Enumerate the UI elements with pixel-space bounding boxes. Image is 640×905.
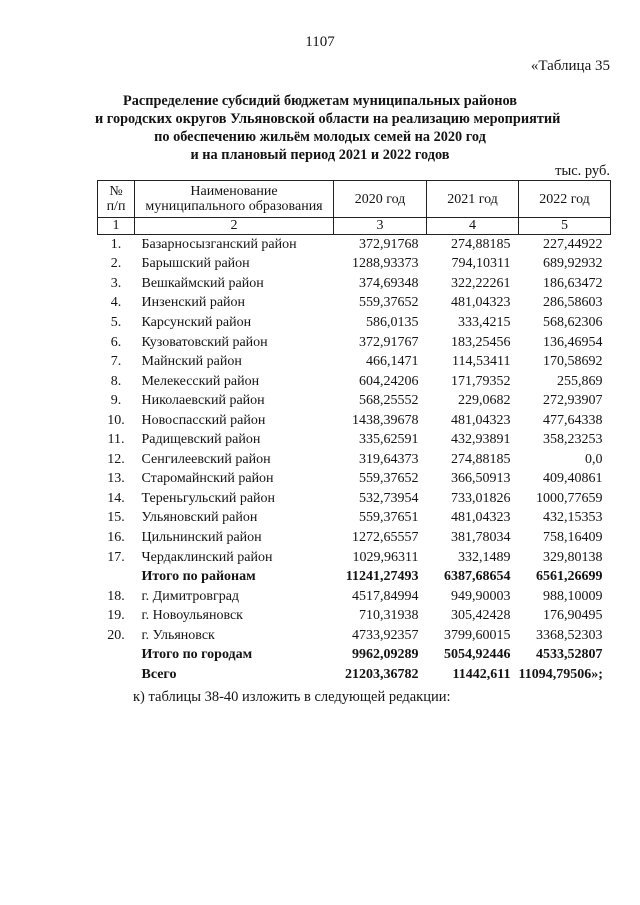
title-line: и на плановый период 2021 и 2022 годов	[190, 147, 450, 163]
value-2022-cell: 3368,52303	[536, 627, 603, 643]
municipality-name-cell: Карсунский район	[141, 314, 252, 330]
value-2020-cell: 21203,36782	[345, 666, 419, 682]
value-2022-cell: 186,63472	[543, 275, 603, 291]
value-2022-cell: 176,90495	[543, 608, 603, 624]
value-2020-cell: 319,64373	[359, 451, 419, 467]
municipality-name-cell: Итого по городам	[141, 647, 253, 663]
row-number-cell: 5.	[110, 314, 122, 330]
table-total-row	[98, 567, 611, 587]
row-number-cell: 1.	[110, 236, 122, 252]
municipality-name-cell: Николаевский район	[141, 393, 265, 409]
municipality-name-cell: Ульяновский район	[141, 510, 258, 526]
value-2021-cell: 11442,611	[452, 666, 511, 682]
row-number-cell	[98, 645, 135, 665]
column-number-cell: 2	[135, 218, 334, 235]
value-2022-cell: 136,46954	[543, 334, 603, 350]
row-number-cell: 4.	[110, 295, 122, 311]
row-number-cell: 10.	[107, 412, 125, 428]
municipality-name-cell: г. Новоульяновск	[141, 608, 243, 624]
value-2020-cell: 374,69348	[359, 275, 419, 291]
row-number-cell: 20.	[107, 627, 125, 643]
table-row	[98, 509, 611, 529]
value-2021-cell: 481,04323	[451, 295, 511, 311]
header-cell-2022: 2022 год	[519, 181, 611, 218]
row-number-cell: 15.	[107, 510, 125, 526]
column-number-cell: 1	[98, 218, 135, 235]
value-2021-cell: 3799,60015	[444, 627, 511, 643]
value-2020-cell: 532,73954	[359, 490, 419, 506]
value-2022-cell: 568,62306	[543, 314, 603, 330]
header-line: №	[109, 184, 123, 199]
table-row	[98, 548, 611, 568]
municipality-name-cell: Чердаклинский район	[141, 549, 273, 565]
title-line: и городских округов Ульяновской области на реализацию мероприятий	[95, 111, 561, 127]
header-line: п/п	[106, 199, 126, 214]
table-row	[98, 626, 611, 646]
table-row	[98, 489, 611, 509]
row-number-cell: 16.	[107, 529, 125, 545]
column-number-cell: 3	[334, 218, 427, 235]
table-label: «Таблица 35	[530, 58, 610, 74]
table-row	[98, 450, 611, 470]
row-number-cell: 6.	[110, 334, 122, 350]
value-2021-cell: 229,0682	[458, 393, 511, 409]
column-number-cell: 5	[519, 218, 611, 235]
table-row	[98, 235, 611, 255]
value-2020-cell: 4517,84994	[352, 588, 419, 604]
municipality-name-cell: Кузоватовский район	[141, 334, 268, 350]
value-2021-cell: 332,1489	[458, 549, 511, 565]
value-2022-cell: 409,40861	[543, 471, 603, 487]
header-cell-name	[135, 181, 334, 218]
value-2020-cell: 586,0135	[366, 314, 419, 330]
value-2022-cell: 286,58603	[543, 295, 603, 311]
table-row	[98, 255, 611, 275]
table-row	[98, 333, 611, 353]
row-number-cell: 17.	[107, 549, 125, 565]
row-number-cell: 13.	[107, 471, 125, 487]
value-2022-cell: 4533,52807	[536, 647, 603, 663]
value-2020-cell: 335,62591	[359, 432, 419, 448]
value-2020-cell: 4733,92357	[352, 627, 419, 643]
table-row	[98, 587, 611, 607]
table-body	[98, 181, 611, 685]
value-2022-cell: 477,64338	[543, 412, 603, 428]
header-cell-number	[98, 181, 135, 218]
municipality-name-cell: Вешкаймский район	[141, 275, 264, 291]
column-number-cell: 4	[427, 218, 519, 235]
table-row	[98, 411, 611, 431]
value-2020-cell: 1029,96311	[352, 549, 419, 565]
value-2021-cell: 949,90003	[451, 588, 511, 604]
value-2021-cell: 183,25456	[451, 334, 511, 350]
row-number-cell: 2.	[110, 256, 122, 272]
value-2021-cell: 432,93891	[451, 432, 511, 448]
value-2022-cell: 358,23253	[543, 432, 603, 448]
value-2021-cell: 366,50913	[451, 471, 511, 487]
value-2020-cell: 559,37652	[359, 471, 419, 487]
municipality-name-cell: Сенгилеевский район	[141, 451, 271, 467]
value-2022-cell: 1000,77659	[536, 490, 603, 506]
header-line: муниципального образования	[145, 199, 323, 214]
document-title	[95, 92, 561, 164]
municipality-name-cell: Старомайнский район	[141, 471, 274, 487]
value-2020-cell: 9962,09289	[352, 647, 419, 663]
column-number-row	[98, 218, 611, 235]
value-2021-cell: 274,88185	[451, 236, 511, 252]
value-2021-cell: 171,79352	[451, 373, 511, 389]
municipality-name-cell: Тереньгульский район	[141, 490, 276, 506]
municipality-name-cell: Мелекесский район	[141, 373, 260, 389]
table-row	[98, 313, 611, 333]
value-2021-cell: 114,53411	[452, 354, 511, 370]
value-2022-cell: 170,58692	[543, 354, 603, 370]
value-2020-cell: 11241,27493	[345, 569, 419, 585]
value-2021-cell: 5054,92446	[444, 647, 511, 663]
page-number: 1107	[305, 34, 335, 50]
header-cell-2020: 2020 год	[334, 181, 427, 218]
municipality-name-cell: Цильнинский район	[141, 529, 262, 545]
value-2021-cell: 481,04323	[451, 412, 511, 428]
value-2022-cell: 689,92932	[543, 256, 603, 272]
subsidy-table	[97, 180, 611, 685]
value-2020-cell: 1272,65557	[352, 529, 419, 545]
footnote-text: к) таблицы 38-40 изложить в следующей редакции:	[133, 689, 451, 705]
value-2021-cell: 6387,68654	[444, 569, 511, 585]
value-2022-cell: 6561,26699	[536, 569, 603, 585]
value-2021-cell: 481,04323	[451, 510, 511, 526]
value-2021-cell: 333,4215	[458, 314, 511, 330]
municipality-name-cell: г. Димитровград	[141, 588, 240, 604]
value-2020-cell: 604,24206	[359, 373, 419, 389]
value-2020-cell: 568,25552	[359, 393, 419, 409]
table-total-row	[98, 665, 611, 685]
row-number-cell: 11.	[107, 432, 125, 448]
table-row	[98, 470, 611, 490]
header-cell-2021: 2021 год	[427, 181, 519, 218]
value-2022-cell: 432,15353	[543, 510, 603, 526]
title-line: Распределение субсидий бюджетам муниципальных районов	[122, 93, 517, 109]
value-2021-cell: 733,01826	[451, 490, 511, 506]
row-number-cell: 19.	[107, 608, 125, 624]
table-row	[98, 294, 611, 314]
row-number-cell: 8.	[110, 373, 122, 389]
municipality-name-cell: Барышский район	[141, 256, 250, 272]
table-row	[98, 352, 611, 372]
value-2020-cell: 1288,93373	[352, 256, 419, 272]
row-number-cell: 12.	[107, 451, 125, 467]
table-row	[98, 528, 611, 548]
value-2022-cell: 758,16409	[543, 529, 603, 545]
value-2021-cell: 322,22261	[451, 275, 511, 291]
value-2020-cell: 710,31938	[359, 608, 419, 624]
row-number-cell: 3.	[110, 275, 122, 291]
row-number-cell	[98, 567, 135, 587]
value-2022-cell: 988,10009	[543, 588, 603, 604]
value-2020-cell: 372,91768	[359, 236, 419, 252]
header-line: Наименование	[190, 184, 278, 199]
table-total-row	[98, 645, 611, 665]
municipality-name-cell: Итого по районам	[141, 569, 256, 585]
value-2020-cell: 372,91767	[359, 334, 419, 350]
value-2021-cell: 305,42428	[451, 608, 511, 624]
table-row	[98, 391, 611, 411]
row-number-cell: 9.	[110, 393, 122, 409]
municipality-name-cell: Базарносызганский район	[141, 236, 297, 252]
value-2022-cell: 227,44922	[543, 236, 603, 252]
table-header-row	[98, 181, 611, 218]
value-2020-cell: 466,1471	[366, 354, 419, 370]
units-label: тыс. руб.	[555, 163, 610, 179]
table-row	[98, 430, 611, 450]
municipality-name-cell: Инзенский район	[141, 295, 246, 311]
value-2021-cell: 381,78034	[451, 529, 511, 545]
value-2020-cell: 1438,39678	[352, 412, 419, 428]
value-2022-cell: 255,869	[557, 373, 603, 389]
value-2020-cell: 559,37652	[359, 295, 419, 311]
value-2020-cell: 559,37651	[359, 510, 419, 526]
value-2022-cell: 11094,79506»;	[518, 666, 603, 682]
value-2021-cell: 794,10311	[451, 256, 511, 272]
municipality-name-cell: Новоспасский район	[141, 412, 266, 428]
row-number-cell: 14.	[107, 490, 125, 506]
title-line: по обеспечению жильём молодых семей на 2020 год	[154, 129, 486, 145]
row-number-cell: 7.	[110, 354, 122, 370]
table-row	[98, 274, 611, 294]
table-row	[98, 372, 611, 392]
value-2022-cell: 0,0	[585, 451, 603, 467]
value-2022-cell: 329,80138	[543, 549, 603, 565]
row-number-cell	[98, 665, 135, 685]
row-number-cell: 18.	[107, 588, 125, 604]
municipality-name-cell: Майнский район	[141, 354, 242, 370]
municipality-name-cell: Всего	[141, 666, 177, 682]
municipality-name-cell: г. Ульяновск	[141, 627, 215, 643]
table-row	[98, 606, 611, 626]
value-2022-cell: 272,93907	[543, 393, 603, 409]
value-2021-cell: 274,88185	[451, 451, 511, 467]
municipality-name-cell: Радищевский район	[141, 432, 261, 448]
